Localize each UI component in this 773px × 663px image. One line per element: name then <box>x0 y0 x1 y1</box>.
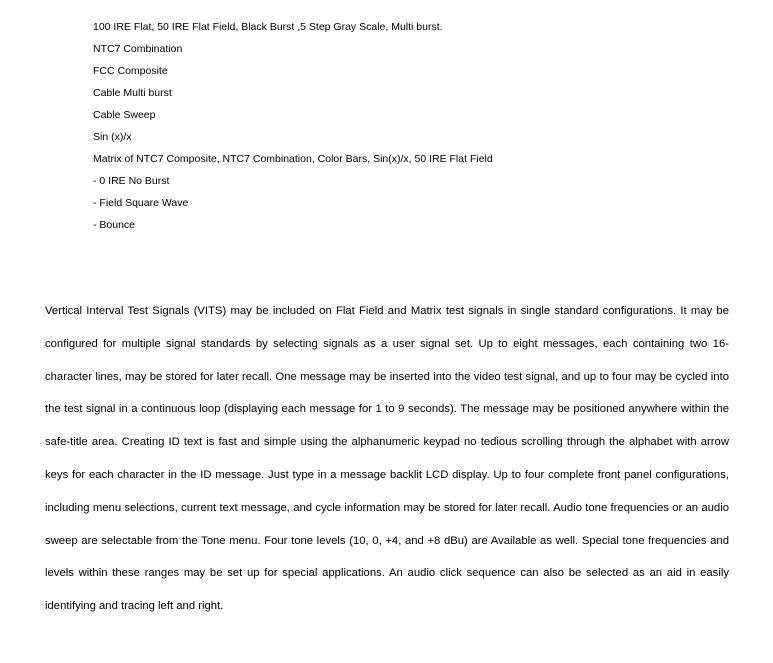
list-item: Matrix of NTC7 Composite, NTC7 Combination, Color Bars, Sin(x)/x, 50 IRE Flat Field <box>93 153 493 165</box>
list-item: 100 IRE Flat, 50 IRE Flat Field, Black Burst ,5 Step Gray Scale, Multi burst. <box>93 21 443 33</box>
list-item: Sin (x)/x <box>93 131 132 143</box>
list-item: Cable Sweep <box>93 109 156 121</box>
list-item: - Bounce <box>93 219 136 231</box>
body-paragraph: Vertical Interval Test Signals (VITS) may be included on Flat Field and Matrix test signals in single standard configurations. It may be configured for multiple signal standards by selecting signals as a user signal set. Up to eight messages, each containing two 16-character lines, may be stored for later recall. One message may be inserted into the video test signal, and up to four may be cycled into the test signal in a continuous loop (displaying each message for 1 to 9 seconds). The message may be positioned anywhere within the safe-title area. Creating ID text is fast and simple using the alphanumeric keypad no tedious scrolling through the alphabet with arrow keys for each character in the ID message. Just type in a message backlit LCD display. Up to four complete front panel configurations, including menu selections, current text message, and cycle information may be stored for later recall. Audio tone frequencies or an audio sweep are selectable from the Tone menu. Four tone levels (10, 0, +4, and +8 dBu) are Available as well. Special tone frequencies and levels within these ranges may be set up for special applications. An audio click sequence can also be selected as an aid in easily identifying and tracing left and right. <box>45 305 729 613</box>
list-item: Cable Multi burst <box>93 87 172 99</box>
list-item: - Field Square Wave <box>93 197 189 209</box>
list-item: NTC7 Combination <box>93 43 183 55</box>
test-signal-list <box>93 16 493 236</box>
list-item: FCC Composite <box>93 65 168 77</box>
list-item: - 0 IRE No Burst <box>93 175 170 187</box>
